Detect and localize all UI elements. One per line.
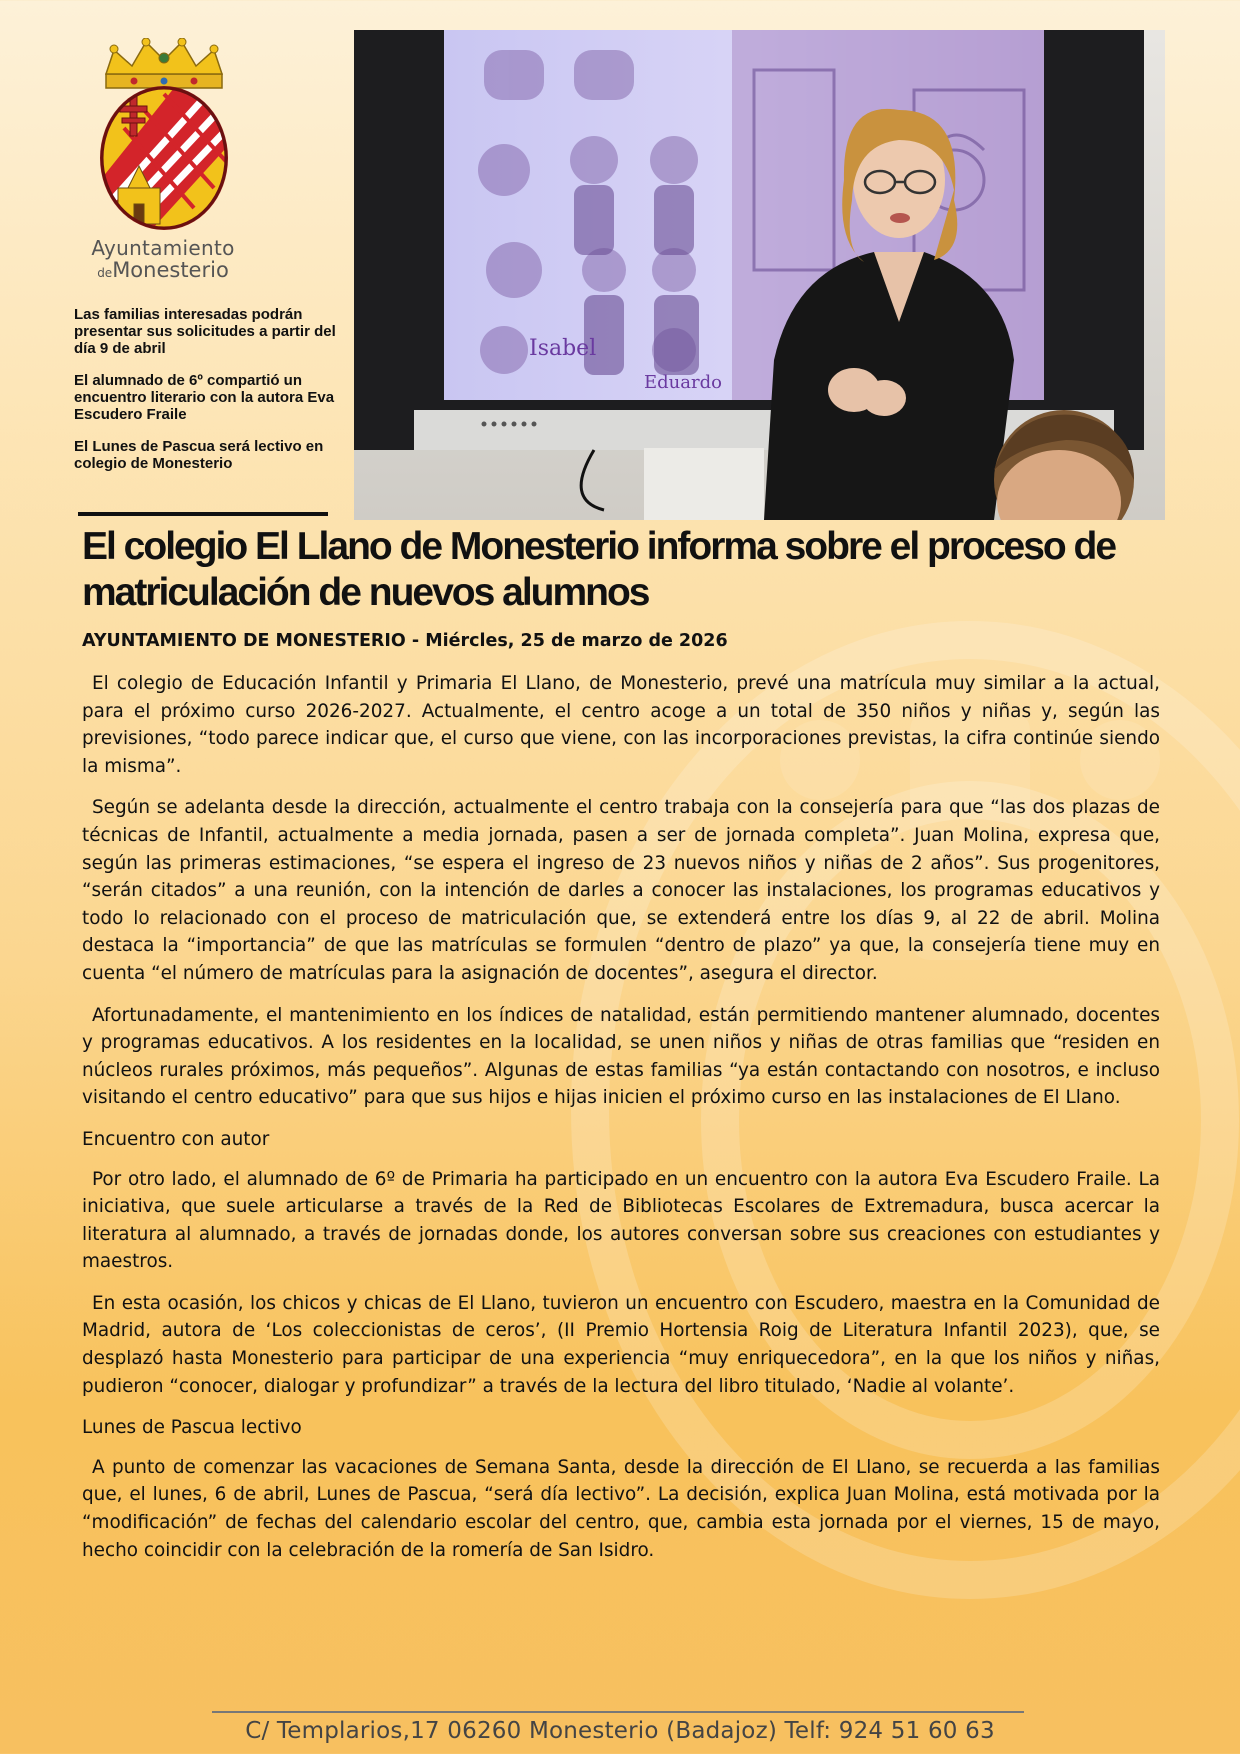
- article-paragraph: El colegio de Educación Infantil y Primaria El Llano, de Monesterio, prevé una matrícula muy similar a la actual, para el próximo curso 2026-2027. Actualmente, el centro acoge a un total de 350 niños y niñas y, según las previsiones, “todo parece indicar que, el curso que viene, con las incorporaciones previstas, la cifra continúe siendo la misma”.: [82, 673, 1160, 777]
- photo-caption-eduardo: Eduardo: [644, 372, 722, 393]
- article-paragraph: Por otro lado, el alumnado de 6º de Primaria ha participado en un encuentro con la autora Eva Escudero Fraile. La iniciativa, que suele articularse a través de la Red de Bibliotecas Escolares de Extremadura, busca acercar la literatura al alumnado, a través de jornadas donde, los autores conversan sobre sus creaciones con estudiantes y maestros.: [82, 1168, 1160, 1273]
- logo-monesterio: Monesterio: [112, 258, 229, 282]
- ayuntamiento-logo-wordmark: [78, 236, 248, 282]
- footer-divider: [212, 1711, 1024, 1713]
- article-paragraph: En esta ocasión, los chicos y chicas de El Llano, tuvieron un encuentro con Escudero, maestra en la Comunidad de Madrid, autora de ‘Los coleccionistas de ceros’, (II Premio Hortensia Roig de Literatura Infantil 2023), que, se desplazó hasta Monesterio para participar de una experiencia “muy enriquecedora”, en la que los niños y niñas, pudieron “conocer, dialogar y profundizar” a través de la lectura del libro titulado, ‘Nadie al volante’.: [82, 1292, 1160, 1397]
- logo-line-ayuntamiento: Ayuntamiento: [91, 236, 235, 260]
- article-paragraph: A punto de comenzar las vacaciones de Semana Santa, desde la dirección de El Llano, se recuerda a las familias que, el lunes, 6 de abril, Lunes de Pascua, “será día lectivo”. La decisión, explica Juan Molina, está motivada por la “modificación” de fechas del calendario escolar del centro, que, cambia esta jornada por el viernes, 15 de mayo, hecho coincidir con la celebración de la romería de San Isidro.: [82, 1456, 1160, 1561]
- section-heading-encuentro: Encuentro con autor: [82, 1128, 270, 1150]
- sidebar-highlights: [74, 306, 344, 487]
- article-headline: El colegio El Llano de Monesterio informa sobre el proceso de matriculación de nuevos alumnos: [82, 525, 1116, 614]
- photo-caption-isabel: Isabel: [529, 336, 597, 361]
- logo-line-monesterio: [78, 258, 248, 282]
- highlight-item: Las familias interesadas podrán presentar sus solicitudes a partir del día 9 de abril: [74, 306, 336, 357]
- article-photo: [354, 30, 1165, 520]
- article-paragraph: Según se adelanta desde la dirección, actualmente el centro trabaja con la consejería para que “las dos plazas de técnicas de Infantil, actualmente a media jornada, pasen a ser de jornada completa”. Juan Molina, expresa que, según las primeras estimaciones, “se espera el ingreso de 23 nuevos niños y niñas de 2 años”. Sus progenitores, “serán citados” a una reunión, con la intención de darles a conocer las instalaciones, los programas educativos y todo lo relacionado con el proceso de matriculación que, se extenderá entre los días 9, al 22 de abril. Molina destaca la “importancia” de que las matrículas se formulen “dentro de plazo” ya que, la consejería tiene muy en cuenta “el número de matrículas para la asignación de docentes”, asegura el director.: [82, 797, 1160, 984]
- headline-rule: [78, 512, 328, 516]
- article-body: [82, 670, 1160, 1578]
- article-byline: AYUNTAMIENTO DE MONESTERIO - Miércles, 25 de marzo de 2026: [82, 631, 728, 651]
- logo-de: de: [97, 266, 113, 280]
- highlight-item: El alumnado de 6º compartió un encuentro literario con la autora Eva Escudero Fraile: [74, 372, 335, 423]
- photo-illustration: [354, 30, 1165, 520]
- highlight-item: El Lunes de Pascua será lectivo en colegio de Monesterio: [74, 438, 324, 472]
- footer-address: C/ Templarios,17 06260 Monesterio (Badajoz) Telf: 924 51 60 63: [245, 1718, 995, 1744]
- section-heading-lunes-pascua: Lunes de Pascua lectivo: [82, 1417, 302, 1439]
- article-paragraph: Afortunadamente, el mantenimiento en los índices de natalidad, están permitiendo mantener alumnado, docentes y programas educativos. A los residentes en la localidad, se unen niños y niñas de otras familias que “residen en núcleos rurales próximos, más pequeños”. Algunas de estas familias “ya están contactando con nosotros, e incluso visitando el centro educativo” para que sus hijos e hijas inicien el próximo curso en las instalaciones de El Llano.: [82, 1004, 1160, 1109]
